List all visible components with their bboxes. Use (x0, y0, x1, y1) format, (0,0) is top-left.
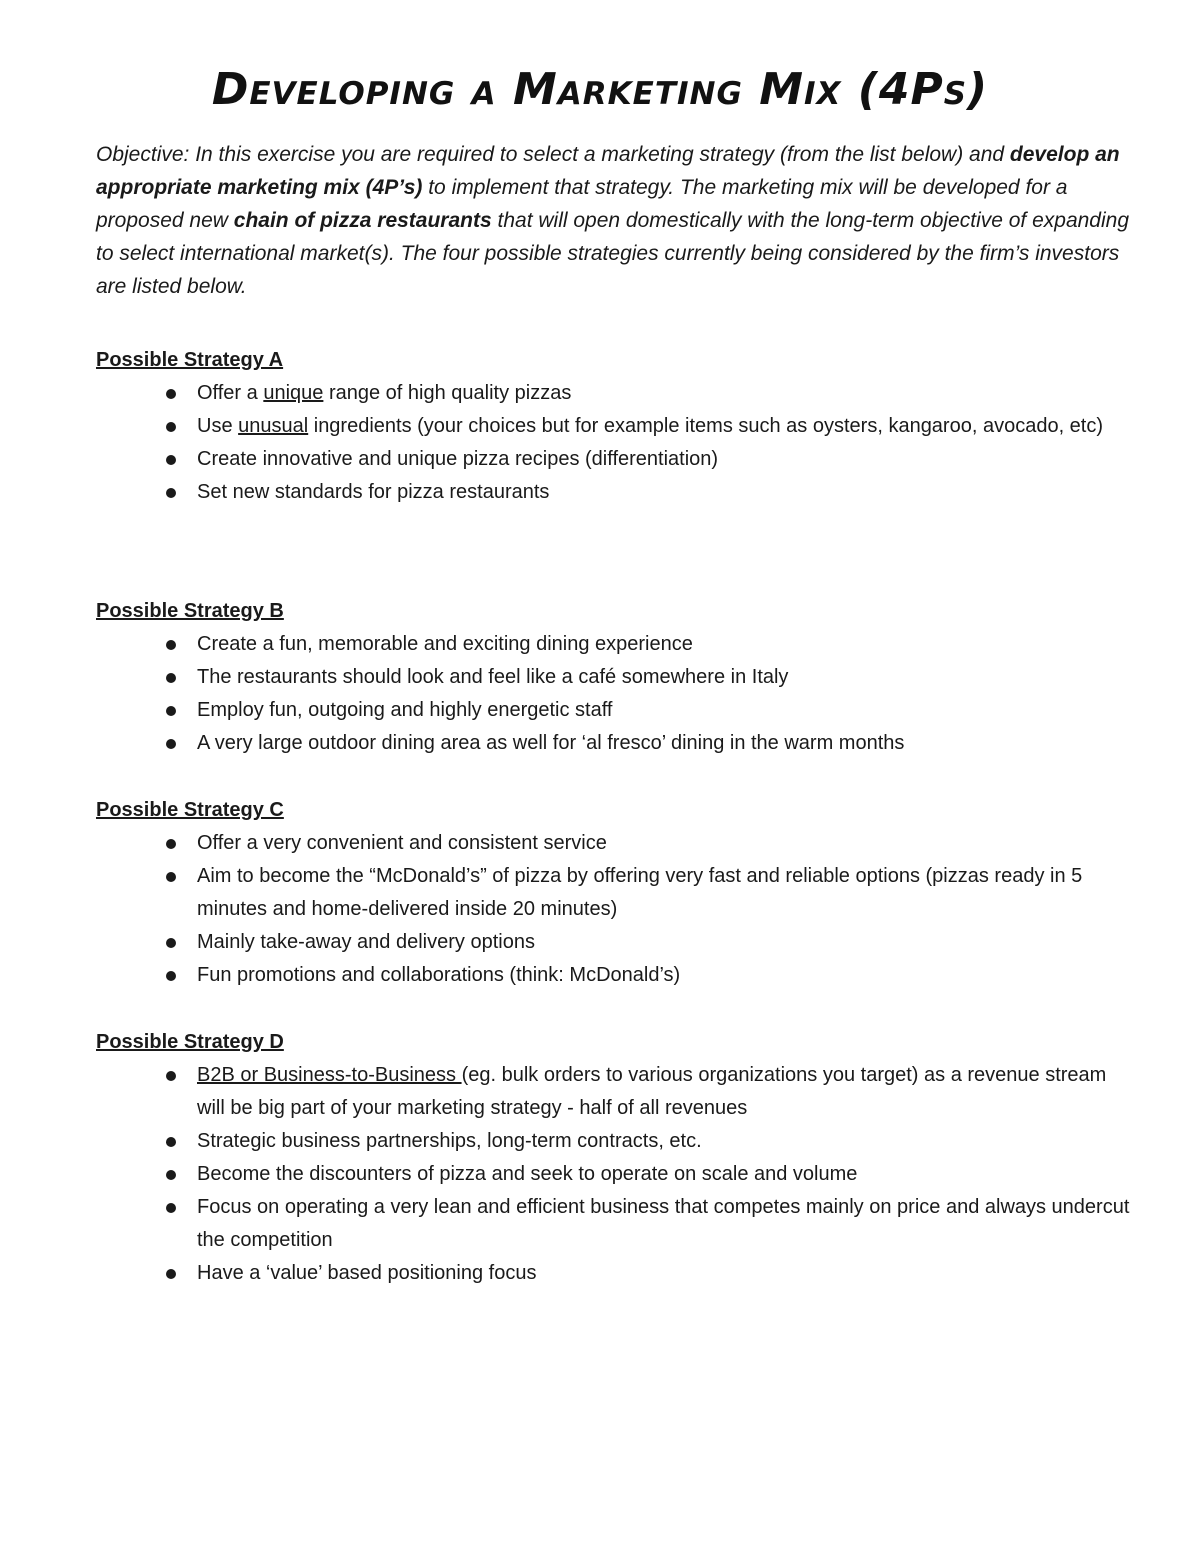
item-text: Have a ‘value’ based positioning focus (197, 1262, 537, 1284)
strategy-b-list (96, 628, 1136, 760)
item-underlined-text: B2B or Business-to-Business (197, 1064, 462, 1086)
bullet-icon (166, 1269, 176, 1279)
list-item (96, 727, 1136, 760)
item-underlined-text: unusual (238, 415, 309, 437)
bullet-icon (166, 839, 176, 849)
bullet-icon (166, 640, 176, 650)
bullet-icon (166, 1203, 176, 1213)
bullet-icon (166, 455, 176, 465)
item-text: Offer a (197, 382, 264, 404)
item-text: Strategic business partnerships, long-term contracts, etc. (197, 1130, 702, 1152)
item-text: Fun promotions and collaborations (think: McDonald’s) (197, 964, 681, 986)
list-item (96, 661, 1136, 694)
bullet-icon (166, 872, 176, 882)
objective-emphasis: chain of pizza restaurants (233, 209, 492, 232)
objective-paragraph (96, 138, 1136, 303)
item-text: range of high quality pizzas (323, 382, 572, 404)
list-item (96, 628, 1136, 661)
item-text: Focus on operating a very lean and efficient business that competes mainly on price and always undercut the competition (197, 1196, 1130, 1251)
item-text: Offer a very convenient and consistent service (197, 832, 607, 854)
item-text: Become the discounters of pizza and seek to operate on scale and volume (197, 1163, 858, 1185)
bullet-icon (166, 706, 176, 716)
bullet-icon (166, 971, 176, 981)
objective-text: that will open domestically with the long-term objective of expanding to select international market(s). The four possible strategies currently being considered by the firm’s investors are listed below. (96, 209, 1130, 298)
strategy-d-heading: Possible Strategy D (96, 1031, 284, 1053)
bullet-icon (166, 673, 176, 683)
list-item (96, 443, 1136, 476)
list-item (96, 959, 1136, 992)
list-item (96, 410, 1136, 443)
list-item (96, 1191, 1136, 1257)
bullet-icon (166, 389, 176, 399)
list-item (96, 1158, 1136, 1191)
strategy-d-list (96, 1059, 1136, 1290)
strategy-d-section (96, 1026, 1136, 1290)
bullet-icon (166, 488, 176, 498)
bullet-icon (166, 739, 176, 749)
strategy-c-section (96, 794, 1136, 992)
strategy-a-heading: Possible Strategy A (96, 349, 284, 371)
strategy-c-heading: Possible Strategy C (96, 799, 284, 821)
strategy-a-list (96, 377, 1136, 509)
item-text: (eg. bulk orders to various organizations you target) as a revenue stream will be big part of your marketing strategy - half of all revenues (197, 1064, 1107, 1119)
list-item (96, 1257, 1136, 1290)
list-item (96, 1125, 1136, 1158)
item-text: Create a fun, memorable and exciting dining experience (197, 633, 693, 655)
item-text: Mainly take-away and delivery options (197, 931, 535, 953)
item-text: Create innovative and unique pizza recipes (differentiation) (197, 448, 719, 470)
item-text: Use (197, 415, 239, 437)
objective-emphasis: develop an appropriate marketing mix (4P’s) (96, 143, 1120, 199)
item-text: A very large outdoor dining area as well for ‘al fresco’ dining in the warm months (197, 732, 905, 754)
strategy-b-section (96, 595, 1136, 760)
item-text: The restaurants should look and feel like a café somewhere in Italy (197, 666, 789, 688)
item-text: Employ fun, outgoing and highly energetic staff (197, 699, 613, 721)
list-item (96, 926, 1136, 959)
list-item (96, 860, 1136, 926)
strategy-b-heading: Possible Strategy B (96, 600, 284, 622)
list-item (96, 827, 1136, 860)
bullet-icon (166, 1137, 176, 1147)
list-item (96, 476, 1136, 509)
bullet-icon (166, 422, 176, 432)
strategy-c-list (96, 827, 1136, 992)
document-title: Developing a Marketing Mix (4Ps) (211, 64, 989, 115)
list-item (96, 1059, 1136, 1125)
bullet-icon (166, 938, 176, 948)
item-text: Set new standards for pizza restaurants (197, 481, 550, 503)
item-text: Aim to become the “McDonald’s” of pizza by offering very fast and reliable options (pizzas ready in 5 minutes and home-delivered inside 20 minutes) (197, 865, 1083, 920)
list-item (96, 694, 1136, 727)
objective-text: to implement that strategy. The marketing mix will be developed for a proposed new (96, 176, 1068, 232)
list-item (96, 377, 1136, 410)
bullet-icon (166, 1170, 176, 1180)
item-text: ingredients (your choices but for example items such as oysters, kangaroo, avocado, etc) (308, 415, 1104, 437)
item-underlined-text: unique (263, 382, 324, 404)
strategy-a-section (96, 344, 1136, 509)
objective-text: Objective: In this exercise you are required to select a marketing strategy (from the list below) and (96, 143, 1010, 166)
bullet-icon (166, 1071, 176, 1081)
